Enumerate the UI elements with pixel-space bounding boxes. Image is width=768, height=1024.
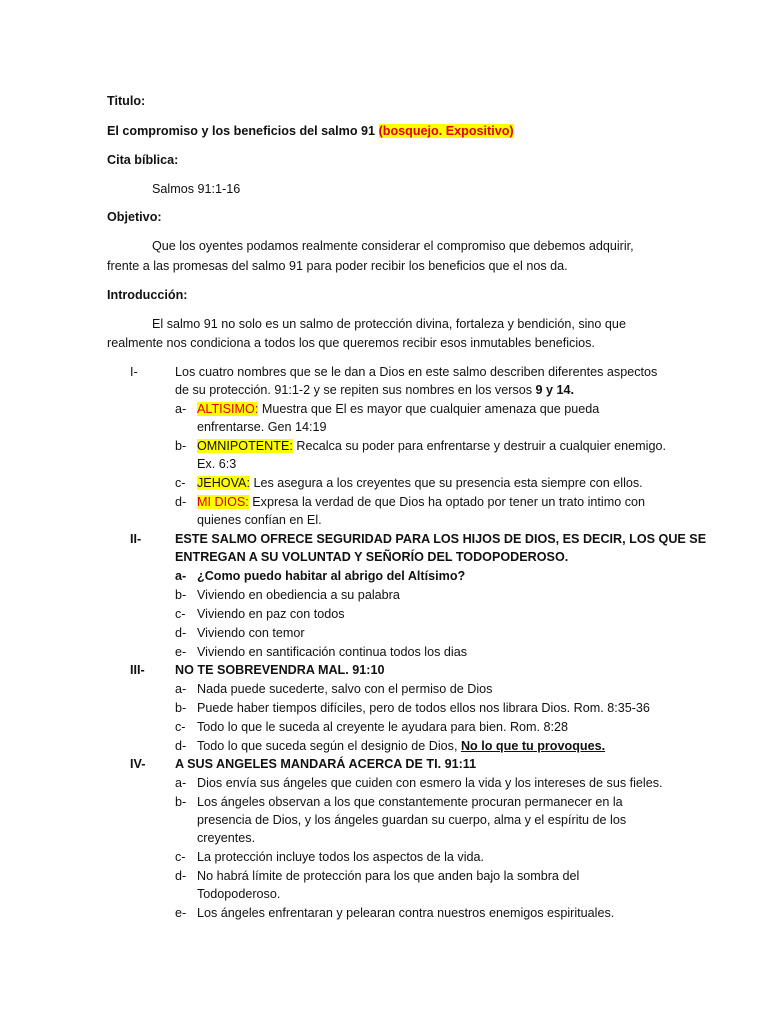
section-iii-heading: NO TE SOBREVENDRA MAL. 91:10 [175,663,385,677]
list-item: Viviendo en paz con todos [197,607,345,621]
list-item: La protección incluye todos los aspectos de la vida. [197,850,485,864]
section-iv-heading: A SUS ANGELES MANDARÁ ACERCA DE TI. 91:11 [175,757,477,771]
section-i-line-2 [175,382,574,399]
objetivo-line-1: Que los oyentes podamos realmente considerar el compromiso que debemos adquirir, [152,239,634,253]
list-letter: a- [175,402,187,416]
list-item-line: Todopoderoso. [197,887,281,901]
list-item: Nada puede sucederte, salvo con el permiso de Dios [197,682,493,696]
section-i-number: I- [130,365,138,379]
list-letter: c- [175,850,186,864]
list-letter: c- [175,476,186,490]
list-letter: a- [175,569,187,583]
list-letter: d- [175,626,187,640]
list-letter: e- [175,645,187,659]
section-iii-number: III- [130,663,145,677]
name-mi-dios: MI DIOS: [197,495,249,509]
list-item [197,738,605,755]
name-jehova-text: Les asegura a los creyentes que su presencia esta siempre con ellos. [249,476,643,490]
list-letter: b- [175,588,187,602]
list-item: Viviendo en santificación continua todos los dias [197,645,468,659]
name-altisimo-text: Muestra que El es mayor que cualquier amenaza que pueda [258,402,600,416]
objetivo-line-2: frente a las promesas del salmo 91 para poder recibir los beneficios que el nos da. [107,259,568,273]
section-ii-line-1: ESTE SALMO OFRECE SEGURIDAD PARA LOS HIJOS DE DIOS, ES DECIR, LOS QUE SE [175,532,707,546]
titulo-label: Titulo: [107,94,146,108]
section-ii-line-2: ENTREGAN A SU VOLUNTAD Y SEÑORÍO DEL TODOPODEROSO. [175,550,569,564]
list-item: Los ángeles enfrentaran y pelearan contra nuestros enemigos espirituales. [197,906,615,920]
question-item: ¿Como puedo habitar al abrigo del Altísimo? [197,569,466,583]
name-omnipotente-item [197,438,666,455]
objetivo-label: Objetivo: [107,210,162,224]
sermon-title-text: El compromiso y los beneficios del salmo 91 [107,124,379,138]
list-letter: a- [175,682,187,696]
list-letter: a- [175,776,187,790]
name-mi-dios-text: Expresa la verdad de que Dios ha optado por tener un trato intimo con [248,495,646,509]
list-letter: b- [175,701,187,715]
list-letter: b- [175,795,187,809]
name-omnipotente-cont: Ex. 6:3 [197,457,237,471]
section-i-verses: 9 y 14. [535,383,575,397]
section-ii-number: II- [130,532,142,546]
section-iv-number: IV- [130,757,146,771]
name-mi-dios-cont: quienes confían en El. [197,513,322,527]
list-item-text: Todo lo que suceda según el designio de Dios, [197,739,461,753]
section-i-line-2-text: de su protección. 91:1-2 y se repiten sus nombres en los versos [175,383,536,397]
list-item: Todo lo que le suceda al creyente le ayudara para bien. Rom. 8:28 [197,720,569,734]
intro-line-2: realmente nos condiciona a todos los que queremos recibir esos inmutables beneficios. [107,336,595,350]
name-jehova-item [197,475,643,492]
underlined-phrase: No lo que tu provoques. [460,739,606,753]
list-letter: e- [175,906,187,920]
cita-label: Cita bíblica: [107,153,179,167]
name-altisimo-cont: enfrentarse. Gen 14:19 [197,420,327,434]
list-letter: d- [175,495,187,509]
list-item-line: presencia de Dios, y los ángeles guardan su cuerpo, alma y el espíritu de los [197,813,627,827]
sermon-title-highlight: (bosquejo. Expositivo) [378,124,514,138]
name-altisimo-item [197,401,599,418]
name-omnipotente: OMNIPOTENTE: [197,439,293,453]
list-letter: d- [175,739,187,753]
list-item: Dios envía sus ángeles que cuiden con esmero la vida y los intereses de sus fieles. [197,776,663,790]
list-letter: b- [175,439,187,453]
sermon-title [107,123,514,140]
name-jehova: JEHOVA: [197,476,250,490]
list-item: Puede haber tiempos difíciles, pero de todos ellos nos librara Dios. Rom. 8:35-36 [197,701,650,715]
name-omnipotente-text: Recalca su poder para enfrentarse y destruir a cualquier enemigo. [292,439,666,453]
list-item: Viviendo con temor [197,626,305,640]
introduccion-label: Introducción: [107,288,188,302]
name-mi-dios-item [197,494,645,511]
list-item: Viviendo en obediencia a su palabra [197,588,400,602]
list-letter: c- [175,720,186,734]
list-item-line: Los ángeles observan a los que constantemente procuran permanecer en la [197,795,623,809]
list-item-line: No habrá límite de protección para los que anden bajo la sombra del [197,869,580,883]
list-item-line: creyentes. [197,831,256,845]
list-letter: c- [175,607,186,621]
name-altisimo: ALTISIMO: [197,402,259,416]
intro-line-1: El salmo 91 no solo es un salmo de protección divina, fortaleza y bendición, sino que [152,317,626,331]
list-letter: d- [175,869,187,883]
cita-text: Salmos 91:1-16 [152,182,241,196]
section-i-line-1: Los cuatro nombres que se le dan a Dios en este salmo describen diferentes aspectos [175,365,658,379]
